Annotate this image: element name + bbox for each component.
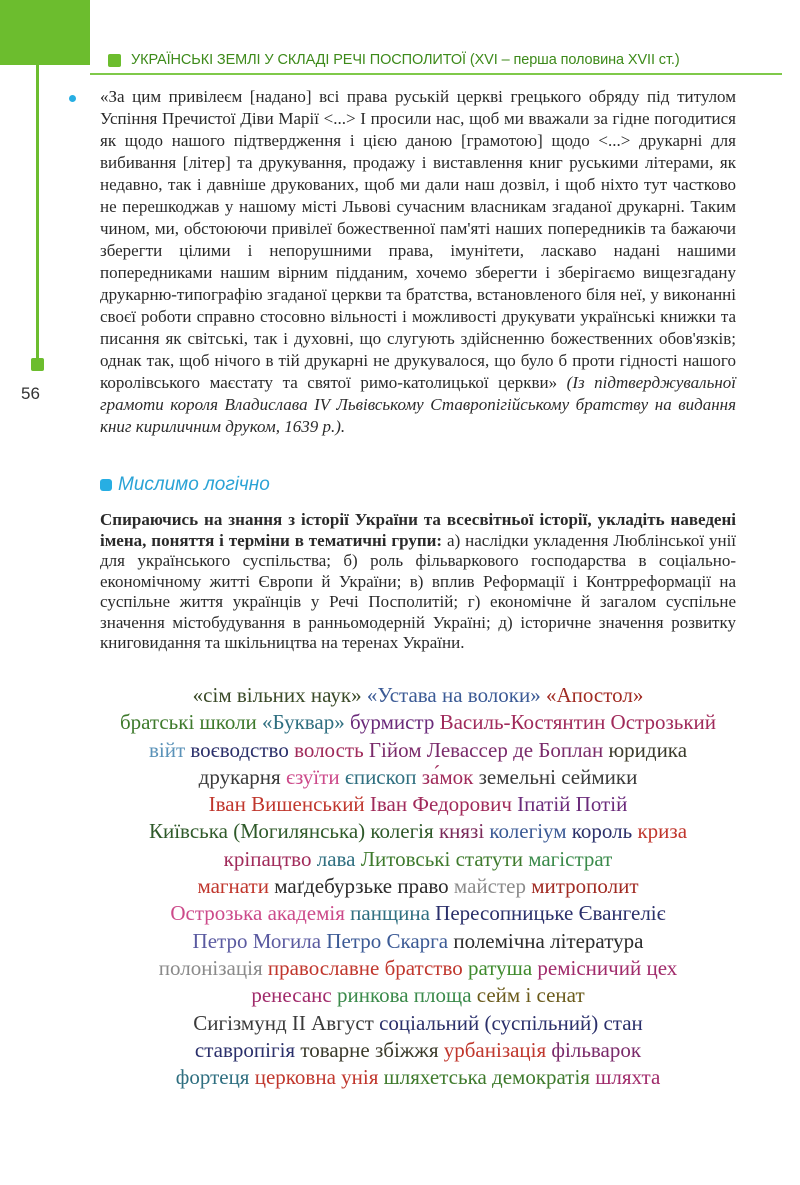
term-item: товарне збіжжя bbox=[300, 1037, 439, 1062]
term-item: Пересопницьке Євангеліє bbox=[435, 901, 666, 926]
term-item: Василь-Костянтин Острозький bbox=[439, 710, 717, 735]
term-item: ставропігія bbox=[194, 1037, 296, 1062]
terms-line bbox=[100, 818, 736, 845]
terms-line bbox=[100, 737, 736, 764]
term-item: «Устава на волоки» bbox=[366, 683, 541, 707]
term-item: ренесанс bbox=[251, 983, 332, 1008]
term-item: полонізація bbox=[158, 955, 263, 980]
terms-line bbox=[100, 791, 736, 818]
term-item: Петро Скарга bbox=[326, 928, 449, 953]
term-item: Петро Могила bbox=[192, 928, 322, 953]
term-item: князі bbox=[438, 819, 485, 844]
term-item: Іван Федорович bbox=[369, 792, 512, 817]
term-item: «Буквар» bbox=[262, 710, 345, 735]
term-item: лава bbox=[316, 846, 356, 871]
terms-cloud bbox=[100, 682, 736, 1091]
terms-line bbox=[100, 1037, 736, 1064]
terms-line bbox=[100, 764, 736, 791]
term-item: ремісничий цех bbox=[537, 955, 678, 980]
term-item: земельні bbox=[478, 764, 556, 789]
term-item: Іван Вишенський bbox=[208, 792, 365, 817]
term-item: бурмистр bbox=[350, 710, 435, 735]
corner-accent-block bbox=[0, 0, 90, 65]
term-item: полемічна література bbox=[453, 928, 644, 953]
quote-bullet-icon bbox=[69, 95, 76, 102]
terms-line bbox=[100, 1064, 736, 1091]
term-item: колегіум bbox=[489, 819, 567, 844]
term-item: кріпацтво bbox=[223, 846, 312, 871]
term-item: панщина bbox=[350, 901, 430, 926]
term-item: урбанізація bbox=[443, 1037, 547, 1062]
terms-line bbox=[100, 1010, 736, 1037]
term-item: шляхта bbox=[595, 1065, 661, 1090]
section-square-icon bbox=[100, 479, 112, 491]
term-item: ринкова площа bbox=[336, 983, 472, 1008]
task-text: а) наслідки укладення Люблінської унії для українського суспільства; б) роль фільваркового господарства в соціально-економічному житті Європи й України; в) вплив Реформації і Контрреформації на суспільне життя українців у Речі Посполитій; г) економічне й загалом суспільне значення містобудування в ранньомодерній Україні; д) історичне значення розвитку книговидання та шкільництва на теренах України. bbox=[100, 530, 737, 652]
term-item: Сигізмунд ІІ Август bbox=[193, 1010, 374, 1035]
terms-line bbox=[100, 846, 736, 873]
term-item: Гійом Левассер де Боплан bbox=[368, 737, 604, 762]
term-item: Іпатій Потій bbox=[517, 792, 628, 817]
header-rule bbox=[90, 73, 782, 75]
term-item: війт bbox=[148, 737, 186, 762]
term-item: єзуїти bbox=[285, 764, 340, 789]
term-item: соціальний (суспільний) стан bbox=[379, 1010, 643, 1035]
term-item: сеймики bbox=[561, 764, 638, 789]
header-square-icon bbox=[108, 54, 121, 67]
term-item: король bbox=[571, 819, 633, 844]
term-item: ратуша bbox=[468, 955, 533, 980]
section-heading bbox=[100, 474, 270, 496]
term-item: фільварок bbox=[551, 1037, 642, 1062]
term-item: юридика bbox=[608, 737, 688, 762]
task-paragraph bbox=[100, 510, 736, 654]
term-item: церковна унія bbox=[254, 1065, 379, 1090]
terms-line bbox=[100, 928, 736, 955]
term-item: воєводство bbox=[190, 737, 289, 762]
terms-line bbox=[100, 873, 736, 900]
terms-line bbox=[100, 955, 736, 982]
term-item: Київська (Могилянська) колегія bbox=[148, 819, 434, 844]
source-quote bbox=[100, 86, 736, 438]
terms-line bbox=[100, 709, 736, 736]
term-item: криза bbox=[637, 819, 688, 844]
terms-line bbox=[100, 982, 736, 1009]
quote-source: (Із підтверджувальної грамоти короля Владислава IV Львівському Ставропігійському братству на видання книг кириличним друком, 1639 р.). bbox=[100, 373, 736, 436]
page-number: 56 bbox=[21, 384, 40, 403]
term-item: фортеця bbox=[175, 1065, 250, 1090]
terms-line bbox=[100, 682, 736, 709]
term-item: єпископ bbox=[344, 764, 417, 789]
margin-accent-line bbox=[36, 0, 39, 362]
term-item: шляхетська демократія bbox=[383, 1065, 590, 1090]
term-item: «сім вільних наук» bbox=[192, 683, 362, 707]
term-item: маґдебурзьке право bbox=[274, 874, 449, 899]
term-item: магістрат bbox=[528, 846, 613, 871]
quote-text: «За цим привілеєм [надано] всі права руській церкві грецького обряду під титулом Успіння Пречистої Діви Марії <...> І просили нас, щоб ми вважали за гідне погодитися як щодо нашого підтвердження і цією даною [грамотою] щодо <...> друкарні для вибивання [літер] та друкування, продажу і виставлення книг руськими літерами, як недавно, так і давніше друкованих, щоб ми дали наш дозвіл, і щоб ніхто тут частково не перешкоджав у нашому місті Львові сучасним власникам згаданої друкарні. Таким чином, ми, обстоюючи привілеї божественної пам'яті наших попередників та бажаючи зберегти цілими і непорушними права, імунітети, ласкаво надані нашими попередниками нашим вірним підданим, хочемо зберегти і зберігаємо вищезгадану друкарню-типографію згаданої церкви та братства, встановленого біля неї, у виконанні своєї роботи справно стосовно вільності і можливості друкувати українські книжки та писання як світські, так і духовні, що слугують здійсненню божественних обов'язків; однак так, щоб нічого в тій друкарні не друкувалося, що було б проти гідності нашого королівського маєстату та святої римо-католицької церкви» bbox=[100, 87, 736, 392]
term-item: друкарня bbox=[198, 764, 281, 789]
margin-accent-marker bbox=[31, 358, 44, 371]
term-item: Острозька академія bbox=[170, 901, 345, 926]
terms-line bbox=[100, 900, 736, 927]
term-item: магнати bbox=[197, 874, 269, 899]
running-header bbox=[108, 48, 780, 72]
term-item: сейм і сенат bbox=[476, 983, 585, 1008]
term-item: братські школи bbox=[119, 710, 257, 735]
term-item: православне братство bbox=[267, 955, 463, 980]
term-item: «Апостол» bbox=[545, 683, 644, 707]
task-lead: Спираючись на знання з історії України та всесвітньої історії, укладіть наведені імена, поняття і терміни в тематичні групи: bbox=[100, 510, 736, 550]
section-title: Мислимо логічно bbox=[118, 474, 270, 495]
term-item: Литовські статути bbox=[360, 846, 523, 871]
term-item: за́мок bbox=[421, 764, 474, 789]
term-item: митрополит bbox=[531, 874, 639, 899]
term-item: волость bbox=[294, 737, 364, 762]
term-item: майстер bbox=[453, 874, 526, 899]
running-header-title: УКРАЇНСЬКІ ЗЕМЛІ У СКЛАДІ РЕЧІ ПОСПОЛИТОЇ (XVI – перша половина XVII ст.) bbox=[131, 52, 680, 68]
